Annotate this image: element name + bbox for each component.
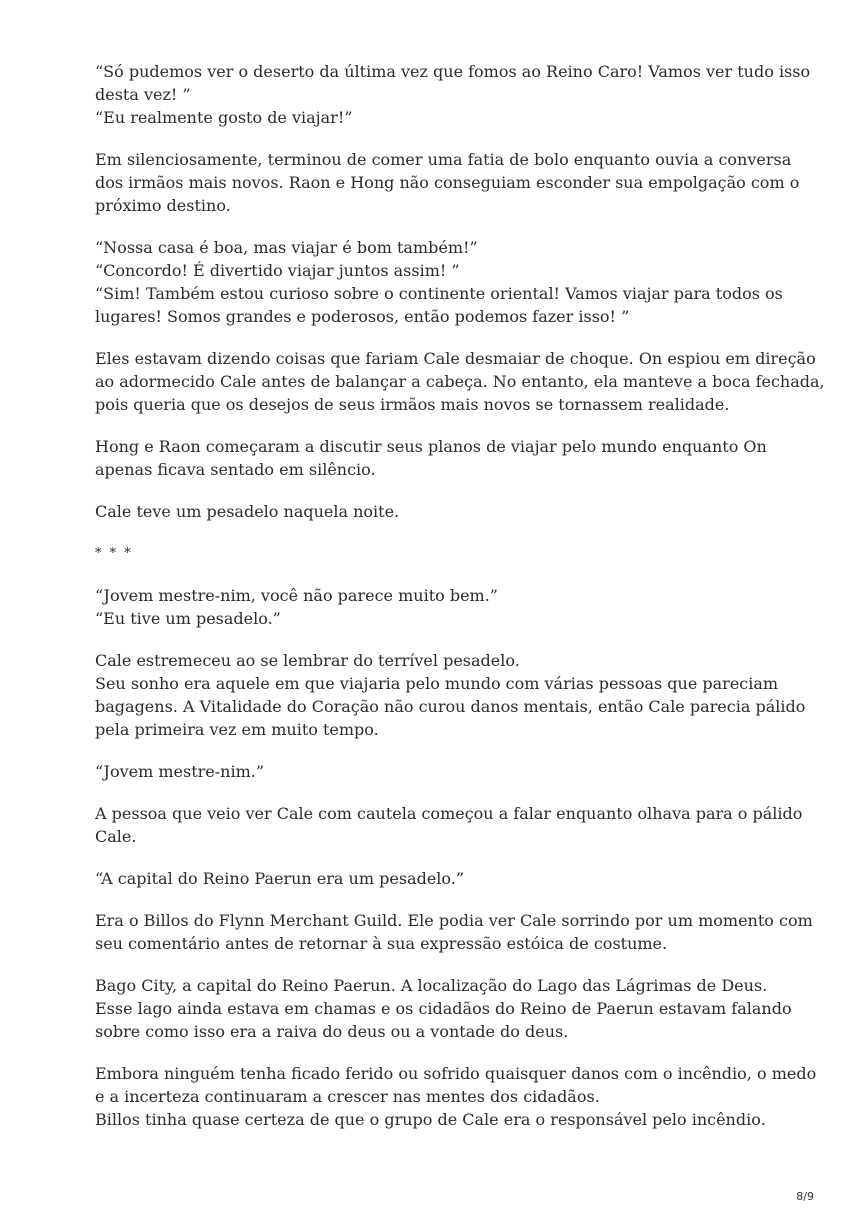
text-line: sobre como isso era a raiva do deus ou a vontade do deus. xyxy=(95,1022,569,1041)
text-line: próximo destino. xyxy=(95,196,231,215)
text-line: Esse lago ainda estava em chamas e os cidadãos do Reino de Paerun estavam falando xyxy=(95,999,792,1018)
text-line: Era o Billos do Flynn Merchant Guild. Ele podia ver Cale sorrindo por um momento com xyxy=(95,911,813,930)
text-line: “Jovem mestre-nim.” xyxy=(95,762,265,781)
text-line: A pessoa que veio ver Cale com cautela começou a falar enquanto olhava para o pálido xyxy=(95,804,803,823)
paragraph xyxy=(95,867,795,890)
text-line: ao adormecido Cale antes de balançar a cabeça. No entanto, ela manteve a boca fechada, xyxy=(95,372,825,391)
paragraph xyxy=(95,584,795,630)
text-line: pela primeira vez em muito tempo. xyxy=(95,720,379,739)
paragraph xyxy=(95,802,803,848)
text-line: Embora ninguém tenha ficado ferido ou sofrido quaisquer danos com o incêndio, o medo xyxy=(95,1064,817,1083)
text-line: “Jovem mestre-nim, você não parece muito bem.” xyxy=(95,586,498,605)
text-line: Bago City, a capital do Reino Paerun. A localização do Lago das Lágrimas de Deus. xyxy=(95,976,768,995)
text-line: Cale teve um pesadelo naquela noite. xyxy=(95,502,400,521)
text-line: desta vez! ” xyxy=(95,85,191,104)
text-line: “Só pudemos ver o deserto da última vez que fomos ao Reino Caro! Vamos ver tudo isso xyxy=(95,62,811,81)
text-line: e a incerteza continuaram a crescer nas mentes dos cidadãos. xyxy=(95,1087,600,1106)
text-line: “Concordo! É divertido viajar juntos assim! ” xyxy=(95,261,460,280)
text-line: Em silenciosamente, terminou de comer uma fatia de bolo enquanto ouvia a conversa xyxy=(95,150,792,169)
paragraph xyxy=(95,435,795,481)
paragraphs-after xyxy=(95,584,817,1131)
text-line: Eles estavam dizendo coisas que fariam Cale desmaiar de choque. On espiou em direção xyxy=(95,349,816,368)
document-body xyxy=(95,60,825,1150)
paragraph xyxy=(95,1062,817,1131)
paragraph xyxy=(95,649,806,741)
text-line: “Eu tive um pesadelo.” xyxy=(95,609,281,628)
text-line: dos irmãos mais novos. Raon e Hong não conseguiam esconder sua empolgação com o xyxy=(95,173,800,192)
text-line: “A capital do Reino Paerun era um pesadelo.” xyxy=(95,869,465,888)
text-line: Cale. xyxy=(95,827,137,846)
text-line: Billos tinha quase certeza de que o grupo de Cale era o responsável pelo incêndio. xyxy=(95,1110,766,1129)
paragraphs-before xyxy=(95,60,825,523)
scene-separator: * * * xyxy=(95,546,133,561)
text-line: bagagens. A Vitalidade do Coração não curou danos mentais, então Cale parecia pálido xyxy=(95,697,806,716)
text-line: “Nossa casa é boa, mas viajar é bom também!” xyxy=(95,238,478,257)
text-line: apenas ficava sentado em silêncio. xyxy=(95,460,376,479)
paragraph xyxy=(95,236,795,328)
text-line: Seu sonho era aquele em que viajaria pelo mundo com várias pessoas que pareciam xyxy=(95,674,779,693)
page-number: 8/9 xyxy=(796,1190,814,1203)
text-line: “Sim! Também estou curioso sobre o continente oriental! Vamos viajar para todos os xyxy=(95,284,783,303)
paragraph xyxy=(95,974,795,1043)
text-line: “Eu realmente gosto de viajar!” xyxy=(95,108,353,127)
text-line: Hong e Raon começaram a discutir seus planos de viajar pelo mundo enquanto On xyxy=(95,437,767,456)
text-line: Cale estremeceu ao se lembrar do terrível pesadelo. xyxy=(95,651,520,670)
text-line: seu comentário antes de retornar à sua expressão estóica de costume. xyxy=(95,934,668,953)
text-line: pois queria que os desejos de seus irmãos mais novos se tornassem realidade. xyxy=(95,395,730,414)
paragraph xyxy=(95,148,800,217)
paragraph xyxy=(95,347,825,416)
text-line: lugares! Somos grandes e poderosos, então podemos fazer isso! ” xyxy=(95,307,630,326)
paragraph xyxy=(95,500,795,523)
paragraph xyxy=(95,909,813,955)
paragraph xyxy=(95,60,811,129)
paragraph xyxy=(95,760,795,783)
